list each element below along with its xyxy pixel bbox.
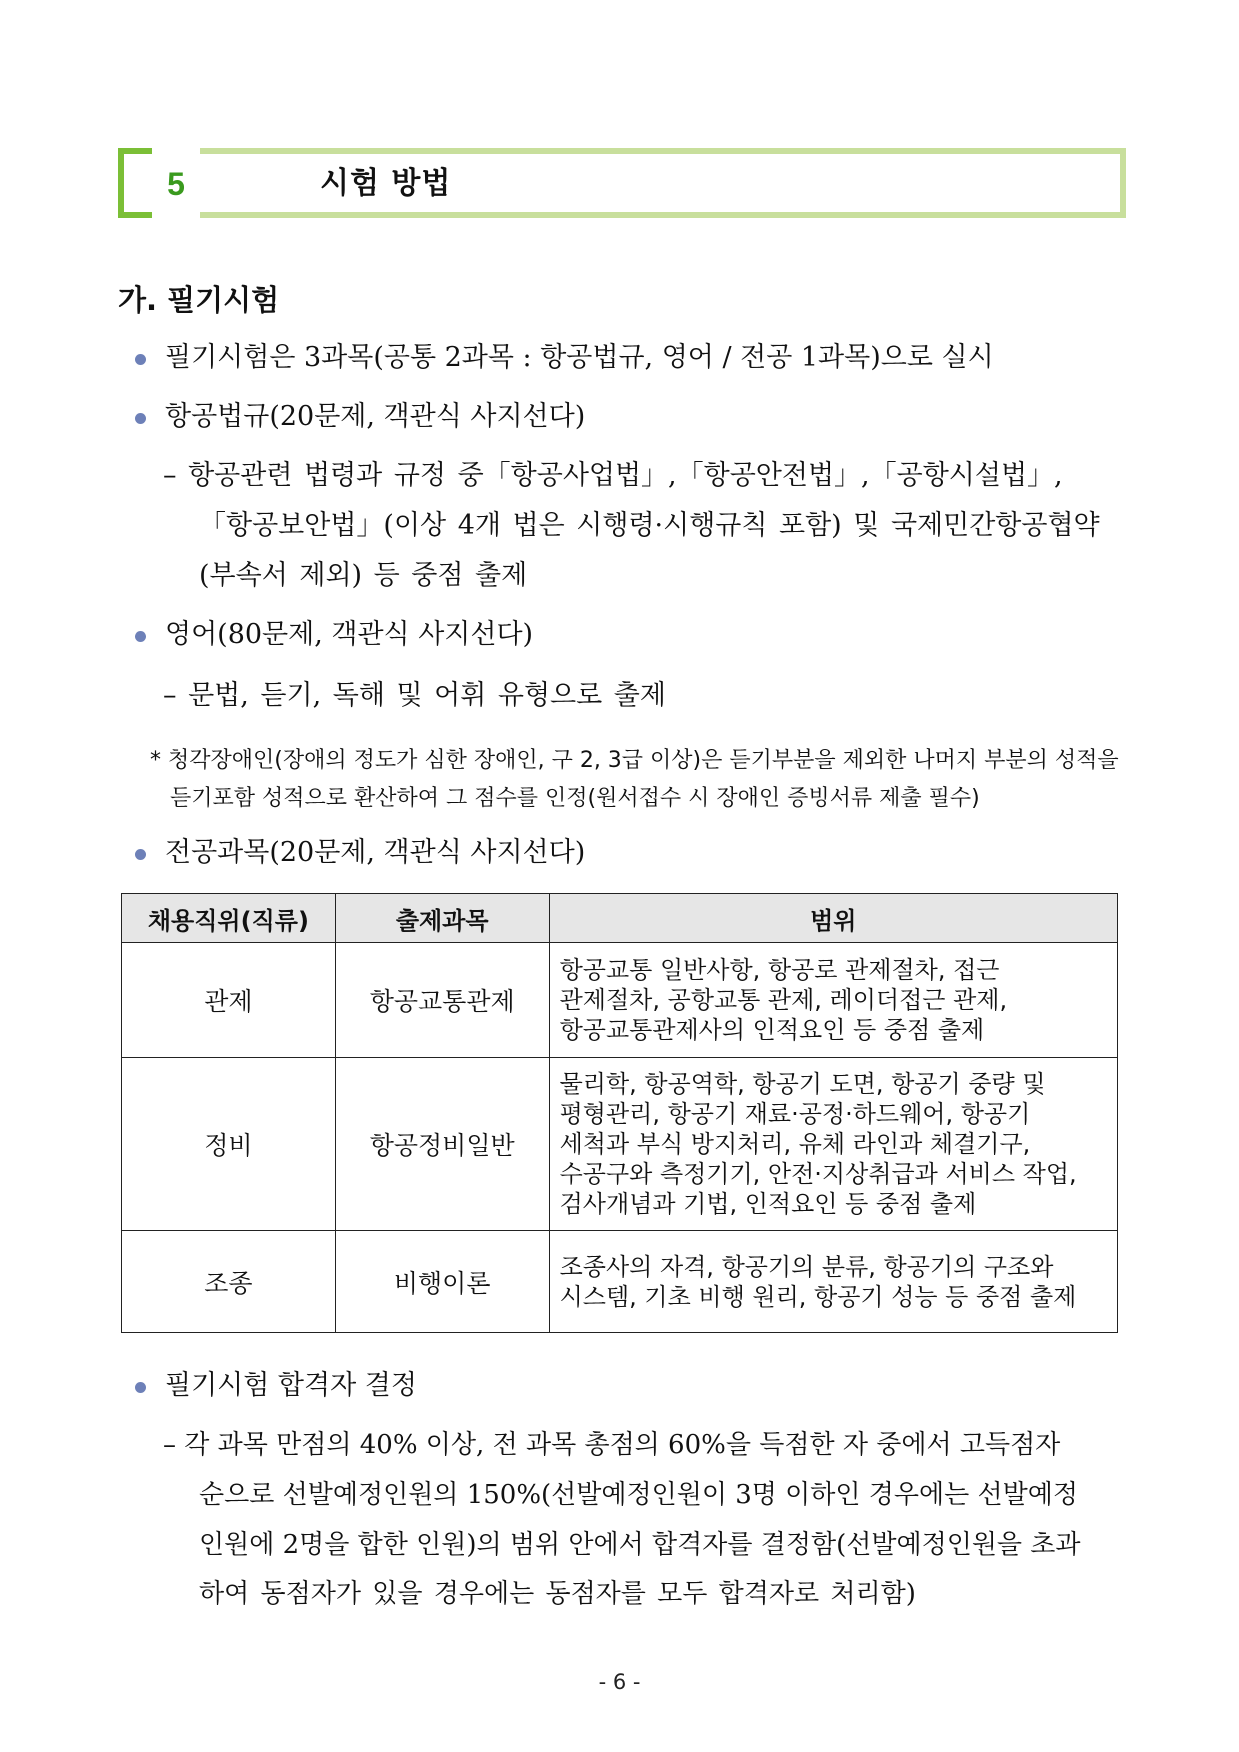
range-line: 평형관리, 항공기 재료·공정·하드웨어, 항공기 [559, 1100, 1031, 1128]
bullet-text: 영어(80문제, 객관식 사지선다) [165, 619, 534, 650]
range-line: 세척과 부식 방지처리, 유체 라인과 체결기구, [559, 1130, 1031, 1158]
bullet-item [135, 619, 533, 651]
cell-subject: 비행이론 [335, 1231, 549, 1333]
range-line: 조종사의 자격, 항공기의 분류, 항공기의 구조와 [559, 1252, 1054, 1281]
section-header [118, 148, 1126, 218]
cell-range [549, 1231, 1117, 1333]
col-header-range: 범위 [549, 894, 1117, 943]
range-line: 관제절차, 공항교통 관제, 레이더접근 관제, [559, 986, 1008, 1014]
footnote-line: 듣기포함 성적으로 환산하여 그 점수를 인정(원서접수 시 장애인 증빙서류 제출 필수) [170, 786, 980, 811]
cell-position: 정비 [122, 1058, 336, 1231]
table-header-row [122, 894, 1118, 943]
cell-position: 관제 [122, 943, 336, 1058]
range-line: 수공구와 측정기기, 안전·지상취급과 서비스 작업, [559, 1160, 1077, 1188]
bullet-text: 전공과목(20문제, 객관식 사지선다) [165, 837, 586, 868]
sub-item: – 문법, 듣기, 독해 및 어휘 유형으로 출제 [163, 680, 666, 711]
bullet-dot-icon [135, 354, 146, 365]
bullet-dot-icon [135, 849, 146, 860]
cell-subject: 항공정비일반 [335, 1058, 549, 1231]
bullet-item [135, 1370, 417, 1402]
range-line: 항공교통 일반사항, 항공로 관제절차, 접근 [559, 956, 1000, 984]
cell-subject: 항공교통관제 [335, 943, 549, 1058]
sub-item-cont: 순으로 선발예정인원의 150%(선발예정인원이 3명 이하인 경우에는 선발예정 [199, 1480, 1078, 1510]
bullet-item [135, 401, 585, 433]
col-header-position: 채용직위(직류) [122, 894, 336, 943]
bullet-dot-icon [135, 413, 146, 424]
page-number: - 6 - [598, 1670, 641, 1694]
bullet-item [135, 342, 994, 374]
bullet-text: 필기시험은 3과목(공통 2과목 : 항공법규, 영어 / 전공 1과목)으로 실시 [165, 342, 994, 373]
bullet-text: 필기시험 합격자 결정 [165, 1370, 417, 1401]
subsection-heading: 가. 필기시험 [118, 283, 280, 317]
footnote-line: * 청각장애인(장애의 정도가 심한 장애인, 구 2, 3급 이상)은 듣기부분을 제외한 나머지 부분의 성적을 [150, 748, 1119, 773]
sub-item: – 항공관련 법령과 규정 중「항공사업법」,「항공안전법」,「공항시설법」, [163, 460, 1063, 491]
exam-subject-table [121, 893, 1118, 1333]
sub-item-cont: (부속서 제외) 등 중점 출제 [199, 560, 528, 591]
sub-item-cont: 「항공보안법」(이상 4개 법은 시행령·시행규칙 포함) 및 국제민간항공협약 [199, 510, 1100, 541]
col-header-subject: 출제과목 [335, 894, 549, 943]
range-line: 시스템, 기초 비행 원리, 항공기 성능 등 중점 출제 [559, 1282, 1077, 1311]
section-number: 5 [152, 148, 200, 218]
sub-item-cont: 하여 동점자가 있을 경우에는 동점자를 모두 합격자로 처리함) [199, 1579, 916, 1609]
bullet-item [135, 837, 585, 869]
bullet-dot-icon [135, 631, 146, 642]
table-row [122, 1231, 1118, 1333]
sub-item: – 각 과목 만점의 40% 이상, 전 과목 총점의 60%을 득점한 자 중에서 고득점자 [163, 1430, 1061, 1460]
table-row [122, 943, 1118, 1058]
section-title: 시험 방법 [320, 166, 452, 201]
range-line: 검사개념과 기법, 인적요인 등 중점 출제 [559, 1190, 977, 1218]
bullet-dot-icon [135, 1382, 146, 1393]
sub-item-cont: 인원에 2명을 합한 인원)의 범위 안에서 합격자를 결정함(선발예정인원을 초과 [199, 1530, 1081, 1560]
bullet-text: 항공법규(20문제, 객관식 사지선다) [165, 401, 586, 432]
cell-range [549, 1058, 1117, 1231]
cell-range [549, 943, 1117, 1058]
cell-position: 조종 [122, 1231, 336, 1333]
range-line: 항공교통관제사의 인적요인 등 중점 출제 [559, 1016, 985, 1044]
table-row [122, 1058, 1118, 1231]
range-line: 물리학, 항공역학, 항공기 도면, 항공기 중량 및 [559, 1070, 1046, 1098]
